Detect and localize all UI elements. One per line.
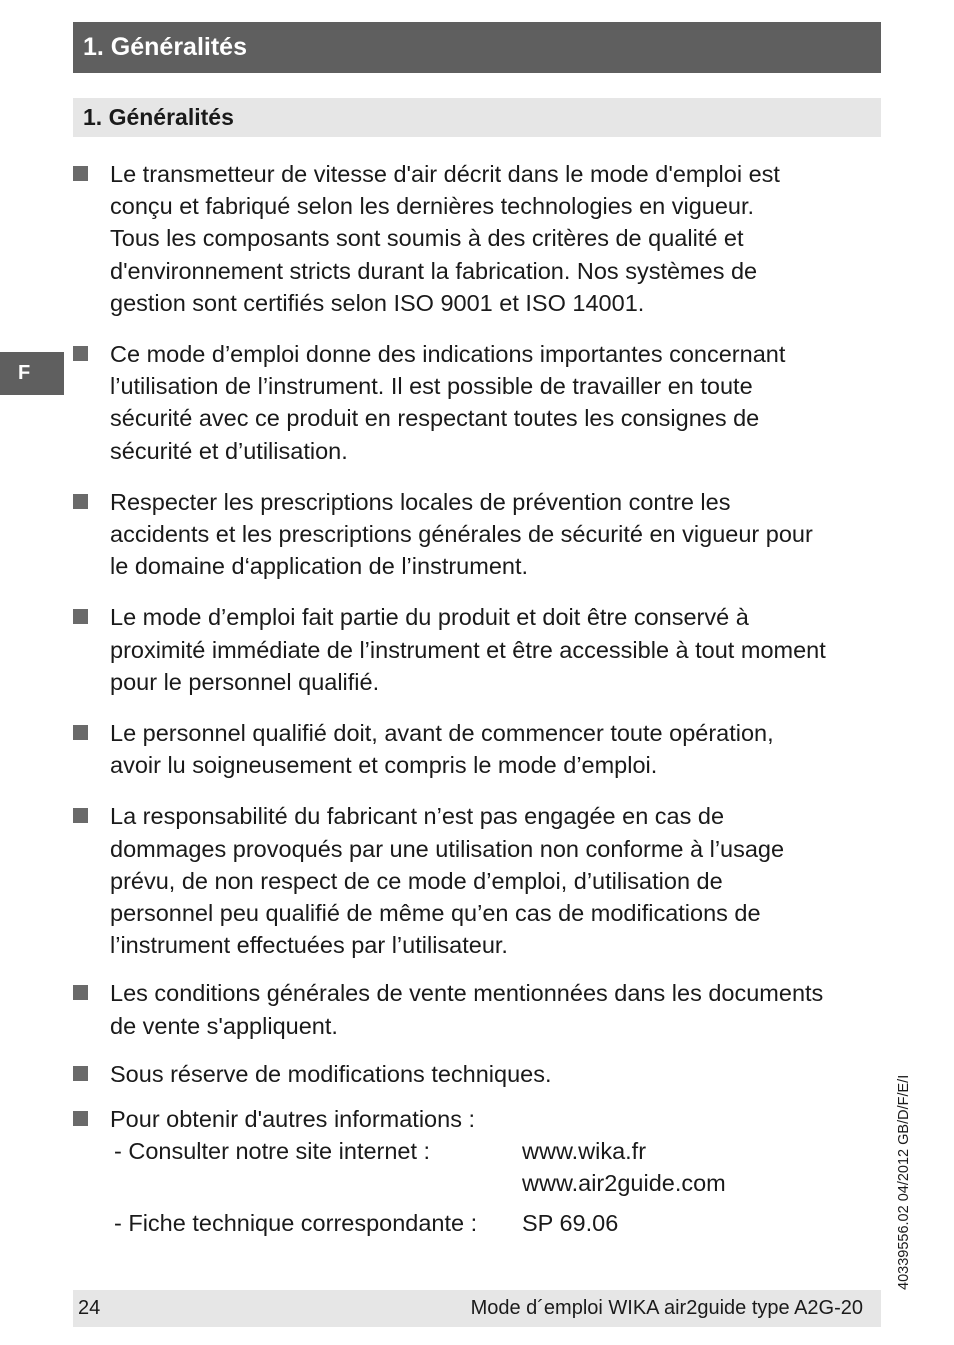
list-item: Le transmetteur de vitesse d'air décrit dans le mode d'emploi est conçu et fabriqué selon les dernières technologies en vigueur. Tous les composants sont soumis à des critères de qualité et d'environnement stricts durant la fabrication. Nos systèmes de gestion sont certifiés selon ISO 9001 et ISO 14001.: [73, 158, 888, 319]
chapter-header: 1. Généralités: [73, 22, 881, 73]
datasheet-value: SP 69.06: [522, 1209, 619, 1236]
list-item: Respecter les prescriptions locales de prévention contre les accidents et les prescriptions générales de sécurité en vigueur pour le domaine d‘application de l’instrument.: [73, 486, 888, 583]
square-bullet-icon: [73, 725, 88, 740]
square-bullet-icon: [73, 985, 88, 1000]
website-link: www.air2guide.com: [522, 1170, 726, 1197]
list-item: La responsabilité du fabricant n’est pas engagée en cas de dommages provoqués par une utilisation non conforme à l’usage prévu, de non respect de ce mode d’emploi, d’utilisation de personnel peu qualifié de même qu’en cas de modifications de l’instrument effectuées par l’utilisateur.: [73, 800, 888, 961]
square-bullet-icon: [73, 166, 88, 181]
website-link: www.wika.fr: [522, 1138, 647, 1165]
list-item: Les conditions générales de vente mentionnées dans les documents de vente s'appliquent.: [73, 977, 888, 1041]
square-bullet-icon: [73, 808, 88, 823]
page-number: 24: [78, 1297, 101, 1319]
document-code: 40339556.02 04/2012 GB/D/F/E/I: [896, 1074, 912, 1290]
info-website-row: - Consulter notre site internet : www.wika.fr www.air2guide.com: [114, 1135, 888, 1199]
language-tab: F: [0, 352, 64, 395]
list-item: Pour obtenir d'autres informations : - Consulter notre site internet : www.wika.fr www.air2guide.com - Fiche technique correspondante : SP 69.06: [73, 1103, 888, 1239]
square-bullet-icon: [73, 609, 88, 624]
list-item: Sous réserve de modifications techniques.: [73, 1058, 888, 1090]
square-bullet-icon: [73, 1066, 88, 1081]
list-item: Ce mode d’emploi donne des indications importantes concernant l’utilisation de l’instrument. Il est possible de travailler en toute sécurité avec ce produit en respectant toutes les consignes de sécurité et d’utilisation.: [73, 338, 888, 467]
square-bullet-icon: [73, 1111, 88, 1126]
square-bullet-icon: [73, 346, 88, 361]
bullet-list: [73, 158, 888, 1239]
footer-doc-title: Mode d´emploi WIKA air2guide type A2G-20: [470, 1297, 863, 1319]
square-bullet-icon: [73, 494, 88, 509]
page-footer: [73, 1290, 881, 1327]
info-datasheet-row: - Fiche technique correspondante : SP 69.06: [114, 1207, 888, 1239]
section-heading: 1. Généralités: [73, 98, 881, 137]
list-item: Le mode d’emploi fait partie du produit et doit être conservé à proximité immédiate de l’instrument et être accessible à tout moment pour le personnel qualifié.: [73, 601, 888, 698]
list-item: Le personnel qualifié doit, avant de commencer toute opération, avoir lu soigneusement et compris le mode d’emploi.: [73, 717, 888, 781]
